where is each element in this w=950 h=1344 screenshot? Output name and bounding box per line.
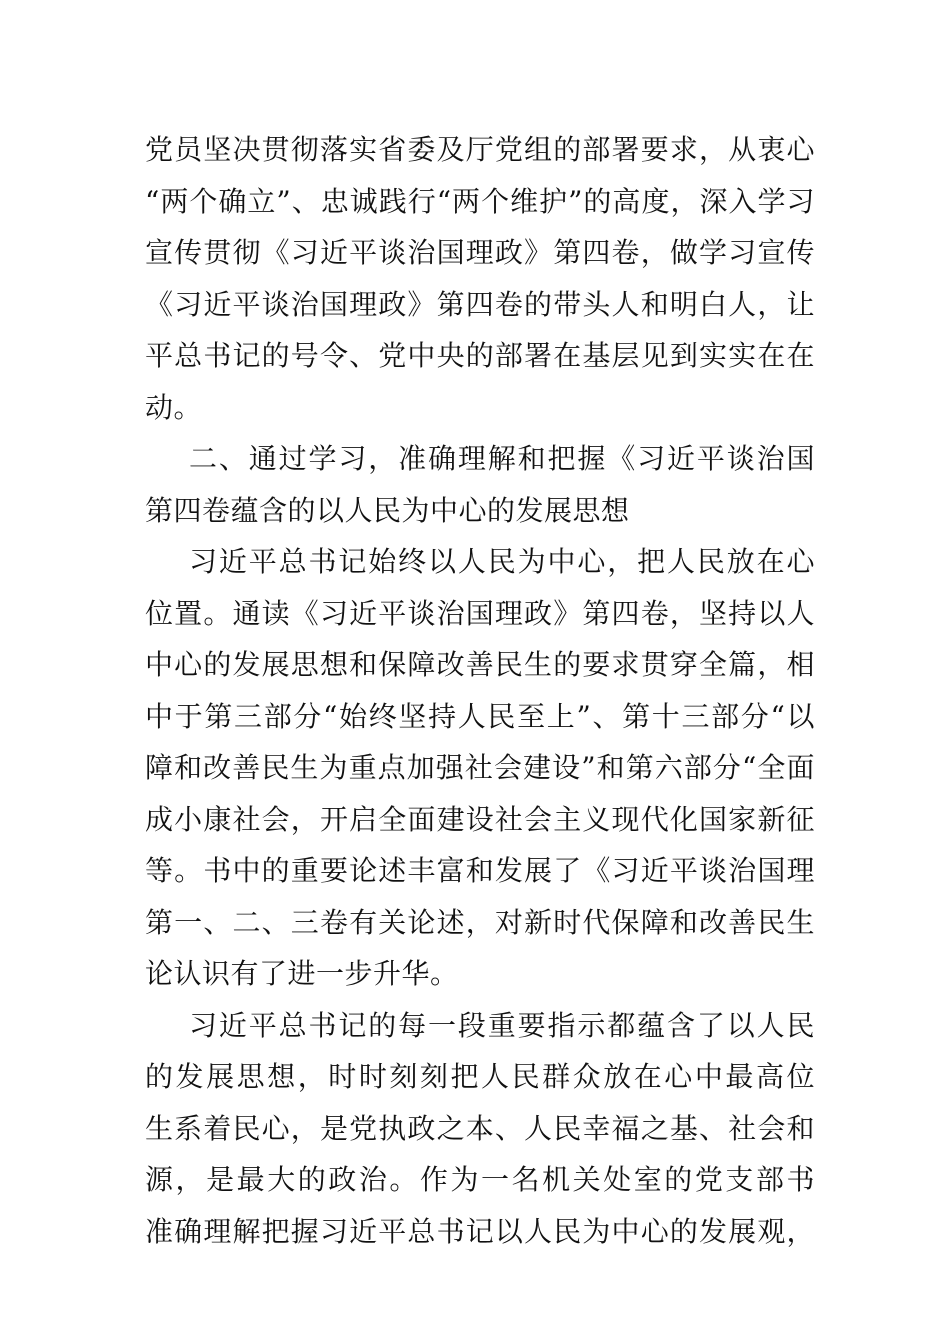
- text-line: “两个确立”、忠诚践行“两个维护”的高度，深入学习: [145, 184, 815, 218]
- text-line: 源，是最大的政治。作为一名机关处室的党支部书: [145, 1163, 815, 1196]
- text-line: 党员坚决贯彻落实省委及厅党组的部署要求，从衷心: [145, 133, 815, 166]
- text-line: 成小康社会，开启全面建设社会主义现代化国家新征: [145, 802, 815, 836]
- text-line: 中于第三部分“始终坚持人民至上”、第十三部分“以: [145, 699, 815, 733]
- section-heading-line: 二、通过学习，准确理解和把握《习近平谈治国: [189, 442, 815, 475]
- text-line: 动。: [145, 390, 203, 424]
- text-line: 论认识有了进一步升华。: [145, 957, 459, 990]
- text-line: 《习近平谈治国理政》第四卷的带头人和明白人，让: [145, 287, 815, 321]
- document-body: [145, 124, 815, 1257]
- text-line: 平总书记的号令、党中央的部署在基层见到实实在在: [145, 339, 815, 372]
- text-line: 位置。通读《习近平谈治国理政》第四卷，坚持以人: [145, 596, 815, 630]
- text-line: 准确理解把握习近平总书记以人民为中心的发展观，: [145, 1214, 815, 1248]
- text-line: 习近平总书记始终以人民为中心，把人民放在心: [189, 545, 815, 578]
- text-line: 中心的发展思想和保障改善民生的要求贯穿全篇，相: [145, 648, 815, 681]
- text-line: 障和改善民生为重点加强社会建设”和第六部分“全面: [145, 751, 815, 784]
- text-line: 习近平总书记的每一段重要指示都蕴含了以人民: [189, 1008, 815, 1042]
- section-heading-line: 第四卷蕴含的以人民为中心的发展思想: [145, 493, 630, 527]
- text-line: 第一、二、三卷有关论述，对新时代保障和改善民生: [145, 905, 815, 939]
- text-line: 生系着民心，是党执政之本、人民幸福之基、社会和: [145, 1111, 815, 1145]
- text-line: 的发展思想，时时刻刻把人民群众放在心中最高位: [145, 1060, 815, 1093]
- text-line: 宣传贯彻《习近平谈治国理政》第四卷，做学习宣传: [145, 236, 815, 269]
- text-line: 等。书中的重要论述丰富和发展了《习近平谈治国理: [145, 854, 815, 887]
